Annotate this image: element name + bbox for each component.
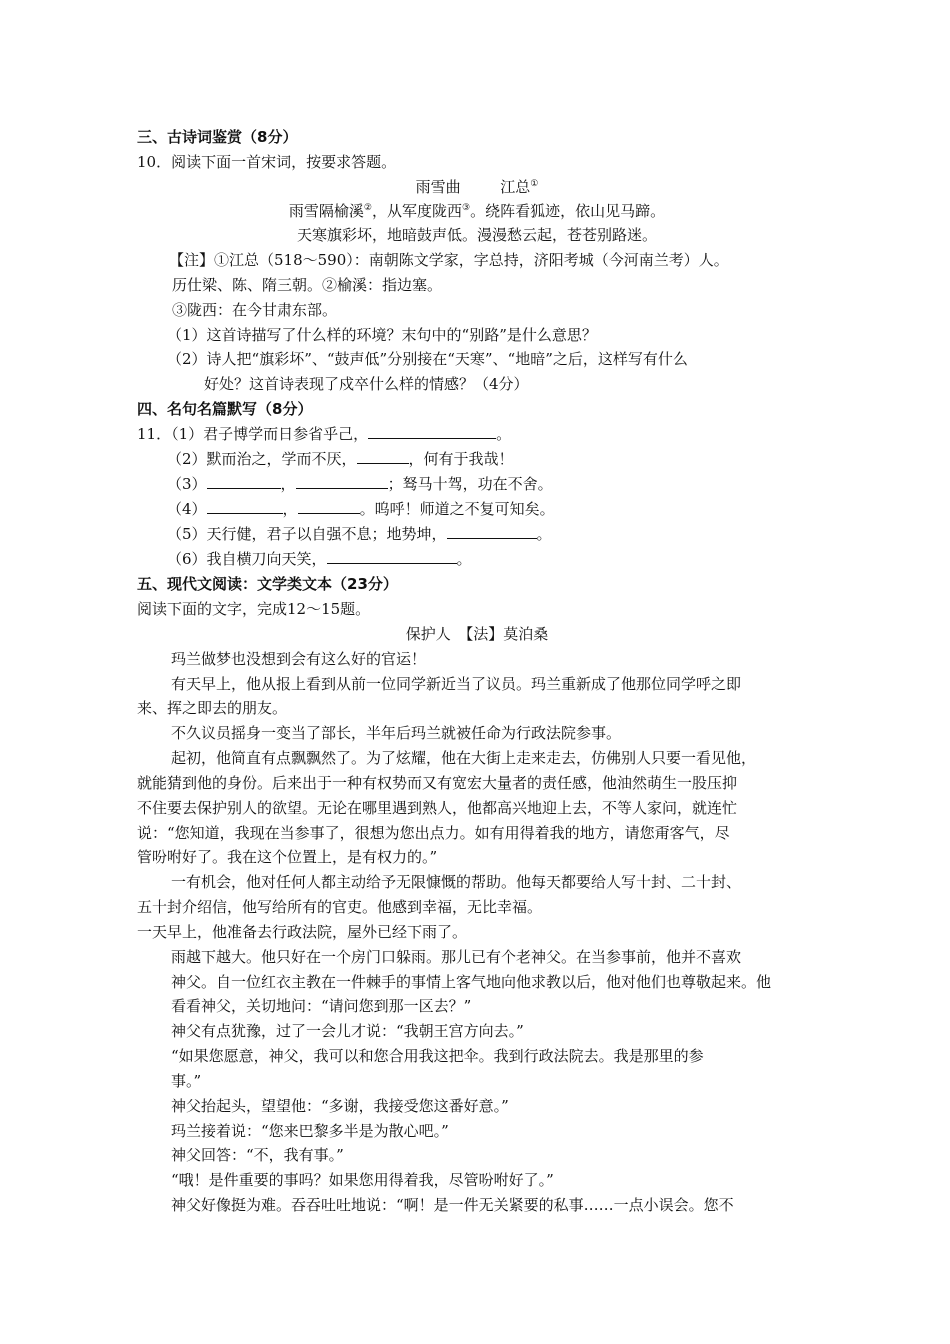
note-mark: ②: [363, 203, 372, 213]
recite-line-2: （2）默而治之，学而不厌， ，何有于我哉！: [167, 450, 514, 468]
poem-title-line: [137, 175, 817, 199]
question-10-1: （1）这首诗描写了什么样的环境？末句中的“别路”是什么意思？: [167, 326, 597, 344]
note-mark: ③: [462, 203, 471, 213]
recite-line-3: （3） ， ；驽马十驾，功在不舍。: [167, 475, 553, 493]
question-10-2b: 好处？这首诗表现了戍卒什么样的情感？（4分）: [204, 375, 529, 393]
story-line: 神父好像挺为难。吞吞吐吐地说：“啊！是一件无关紧要的私事……一点小误会。您不: [171, 1196, 734, 1214]
story-line: 说：“您知道，我现在当参事了，很想为您出点力。如有用得着我的地方，请您甭客气，尽: [137, 824, 730, 842]
poem-note-1b: 历仕梁、陈、隋三朝。②榆溪：指边塞。: [172, 276, 443, 294]
story-line: 管吩咐好了。我在这个位置上，是有权力的。”: [137, 848, 438, 866]
story-line: 不住要去保护别人的欲望。无论在哪里遇到熟人，他都高兴地迎上去，不等人家问，就连忙: [137, 799, 738, 817]
story-line: “如果您愿意，神父，我可以和您合用我这把伞。我到行政法院去。我是那里的参: [171, 1047, 704, 1065]
story-line: 事。”: [171, 1072, 202, 1090]
question-10-2: （2）诗人把“旗彩坏”、“鼓声低”分别接在“天寒”、“地暗”之后，这样写有什么: [167, 350, 688, 368]
poem-note-1: 【注】①江总（518～590）：南朝陈文学家，字总持，济阳考城（今河南兰考）人。: [169, 251, 729, 269]
story-line: 来、挥之即去的朋友。: [137, 699, 288, 717]
answer-blank[interactable]: [298, 498, 360, 514]
note-mark: ①: [530, 179, 539, 189]
story-line: 起初，他简直有点飘飘然了。为了炫耀，他在大街上走来走去，仿佛别人只要一看见他，: [171, 749, 757, 767]
answer-blank[interactable]: [327, 548, 457, 564]
poem-line-1: 雨雪隔榆溪②，从军度陇西③。绕阵看狐迹，依山见马蹄。: [288, 202, 666, 220]
story-line: 就能猜到他的身份。后来出于一种有权势而又有宽宏大量者的责任感，他油然萌生一股压抑: [137, 774, 738, 792]
story-line: 玛兰接着说：“您来巴黎多半是为散心吧。”: [171, 1122, 449, 1140]
answer-blank[interactable]: [207, 498, 283, 514]
recite-line-1: 11．（1）君子博学而日参省乎己， 。: [137, 425, 512, 443]
reading-intro: 阅读下面的文字，完成12～15题。: [137, 600, 371, 618]
story-line: 神父。自一位红衣主教在一件棘手的事情上客气地向他求教以后，他对他们也尊敬起来。他: [171, 973, 772, 991]
section-3-heading: 三、古诗词鉴赏（8分）: [137, 128, 298, 146]
story-title: 保护人 【法】莫泊桑: [405, 625, 549, 643]
story-line: 五十封介绍信，他写给所有的官吏。他感到幸福，无比幸福。: [137, 898, 543, 916]
poem-author: 江总: [500, 178, 531, 196]
answer-blank[interactable]: [207, 473, 281, 489]
section-5-heading: 五、现代文阅读：文学类文本（23分）: [137, 575, 398, 593]
section-4-heading: 四、名句名篇默写（8分）: [137, 400, 313, 418]
story-line: “哦！是件重要的事吗？如果您用得着我，尽管吩咐好了。”: [171, 1171, 554, 1189]
answer-blank[interactable]: [447, 523, 537, 539]
story-line: 神父回答：“不，我有事。”: [171, 1146, 344, 1164]
story-line: 玛兰做梦也没想到会有这么好的官运！: [171, 650, 427, 668]
story-line: 看看神父，关切地问：“请问您到那一区去？”: [171, 997, 472, 1015]
answer-blank[interactable]: [368, 423, 496, 439]
story-line: 神父抬起头，望望他：“多谢，我接受您这番好意。”: [171, 1097, 509, 1115]
story-line: 一天早上，他准备去行政法院，屋外已经下雨了。: [137, 923, 468, 941]
story-line: 不久议员摇身一变当了部长，半年后玛兰就被任命为行政法院参事。: [171, 724, 622, 742]
poem-note-2: ③陇西：在今甘肃东部。: [172, 301, 338, 319]
story-line: 有天早上，他从报上看到从前一位同学新近当了议员。玛兰重新成了他那位同学呼之即: [171, 675, 742, 693]
poem-line-2: 天寒旗彩坏，地暗鼓声低。漫漫愁云起，苍苍别路迷。: [296, 226, 657, 244]
recite-line-5: （5）天行健，君子以自强不息；地势坤， 。: [167, 525, 552, 543]
poem-title: 雨雪曲: [415, 178, 461, 196]
story-line: 神父有点犹豫，过了一会儿才说：“我朝王宫方向去。”: [171, 1022, 524, 1040]
question-10-intro: 10．阅读下面一首宋词，按要求答题。: [137, 153, 397, 171]
recite-line-6: （6）我自横刀向天笑， 。: [167, 550, 472, 568]
recite-line-4: （4） ， 。呜呼！师道之不复可知矣。: [167, 500, 555, 518]
answer-blank[interactable]: [357, 448, 409, 464]
answer-blank[interactable]: [296, 473, 388, 489]
story-line: 雨越下越大。他只好在一个房门口躲雨。那儿已有个老神父。在当参事前，他并不喜欢: [171, 948, 742, 966]
story-line: 一有机会，他对任何人都主动给予无限慷慨的帮助。他每天都要给人写十封、二十封、: [171, 873, 742, 891]
